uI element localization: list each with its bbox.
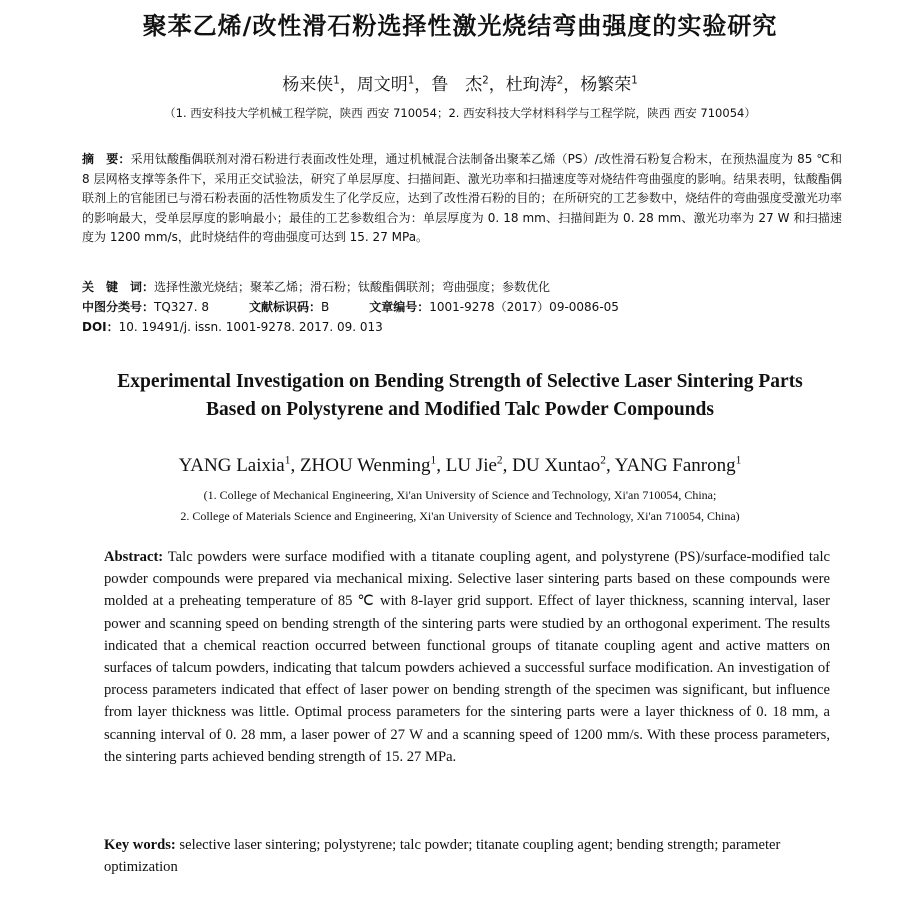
doi-label: DOI： xyxy=(82,320,119,334)
english-keywords xyxy=(104,834,830,878)
document-code-label: 文献标识码： xyxy=(248,300,321,314)
english-title-line-1: Experimental Investigation on Bending Strength of Selective Laser Sintering Parts xyxy=(117,371,803,392)
author-cn: 杨繁荣$^1$ xyxy=(580,75,638,95)
doi-value: 10. 19491/j. issn. 1001-9278. 2017. 09. 013 xyxy=(118,320,383,334)
chinese-title: 聚苯乙烯/改性滑石粉选择性激光烧结弯曲强度的实验研究 xyxy=(142,12,778,40)
author-en: YANG Laixia$^1$ xyxy=(178,454,291,476)
author-en: YANG Fanrong$^1$ xyxy=(614,454,742,476)
author-en: ZHOU Wenming$^1$ xyxy=(299,454,437,476)
doi-line xyxy=(82,318,842,338)
chinese-affiliations: （1. 西安科技大学机械工程学院，陕西 西安 710054；2. 西安科技大学材料科学与工程学院，陕西 西安 710054） xyxy=(164,106,756,120)
chinese-keywords xyxy=(82,278,842,298)
document-code-value: B xyxy=(320,300,330,314)
chinese-abstract xyxy=(82,150,842,248)
author-en: LU Jie$^2$ xyxy=(445,454,503,476)
article-number-label: 文章编号： xyxy=(369,300,430,314)
english-abstract-label: Abstract: xyxy=(104,549,164,565)
chinese-keywords-text: 选择性激光烧结；聚苯乙烯；滑石粉；钛酸酯偶联剂；弯曲强度；参数优化 xyxy=(154,280,551,294)
class-number-label: 中图分类号： xyxy=(82,300,155,314)
author-en: DU Xuntao$^2$ xyxy=(512,454,606,476)
author-cn: 鲁 杰$^2$ xyxy=(431,75,489,95)
chinese-authors: 杨来侠$^1$，周文明$^1$，鲁 杰$^2$，杜珣涛$^2$，杨繁荣$^1$ xyxy=(282,75,638,95)
english-keywords-text: selective laser sintering; polystyrene; talc powder; titanate coupling agent; bending strength; parameter optimization xyxy=(104,837,781,876)
english-affiliations xyxy=(0,485,920,527)
class-number-value: TQ327. 8 xyxy=(154,300,209,314)
author-cn: 杨来侠$^1$ xyxy=(282,75,340,95)
article-number-value: 1001-9278（2017）09-0086-05 xyxy=(429,300,619,314)
english-title xyxy=(0,368,920,424)
english-keywords-label: Key words: xyxy=(104,837,176,853)
author-cn: 杜珣涛$^2$ xyxy=(505,75,564,95)
english-affiliation-line-2: 2. College of Materials Science and Engineering, Xi'an University of Science and Technology, Xi'an 710054, China) xyxy=(180,509,740,523)
chinese-keywords-label: 关 键 词： xyxy=(82,280,155,294)
english-title-line-2: Based on Polystyrene and Modified Talc Powder Compounds xyxy=(206,399,714,420)
english-authors: YANG Laixia$^1$, ZHOU Wenming$^1$, LU Jie$^2$, DU Xuntao$^2$, YANG Fanrong$^1$ xyxy=(178,454,742,476)
author-cn: 周文明$^1$ xyxy=(356,75,415,95)
classification-line xyxy=(82,298,842,318)
chinese-abstract-text: 采用钛酸酯偶联剂对滑石粉进行表面改性处理，通过机械混合法制备出聚苯乙烯（PS）/改性滑石粉复合粉末，在预热温度为 85 ℃和 8 层网格支撑等条件下，采用正交试验法，研究了单层厚度、扫描间距、激光功率和扫描速度等对烧结件弯曲强度的影响。结果表明，钛酸酯偶联剂上的官能团已与滑石粉表面的活性物质发生了化学反应，达到了改性滑石粉的目的；在所研究的工艺参数中，烧结件的弯曲强度受激光功率的影响最大，受单层厚度的影响最小；最佳的工艺参数组合为：单层厚度为 0. 18 mm、扫描间距为 0. 28 mm、激光功率为 27 W 和扫描速度为 1200 mm/s，此时烧结件的弯曲强度可达到 15. 27 MPa。 xyxy=(82,152,842,244)
chinese-abstract-label: 摘 要： xyxy=(82,152,131,166)
english-abstract-text: Talc powders were surface modified with a titanate coupling agent, and polystyrene (PS)/surface-modified talc powder compounds were prepared via mechanical mixing. Selective laser sintering parts based on these compounds were molded at a preheating temperature of 85 ℃ with 8-layer grid support. Effect of layer thickness, scanning interval, laser power and scanning speed on bending strength of the sintering parts were studied by an orthogonal experiment. The results indicated that a chemical reaction occurred between functional groups of titanate coupling agent and active matters on surfaces of talcum powders, indicating that talcum powders achieved a successful surface modification. An investigation of process parameters indicated that effect of laser power on bending strength of the specimen was significant, but influence from layer thickness was little. Optimal process parameters for the sintering parts were a layer thickness of 0. 18 mm, a scanning interval of 0. 28 mm, a laser power of 27 W and a scanning speed of 1200 mm/s. With these process parameters, the sintering parts achieved bending strength of 15. 27 MPa. xyxy=(104,549,830,765)
english-affiliation-line-1: (1. College of Mechanical Engineering, Xi'an University of Science and Technology, Xi'an 710054, China; xyxy=(203,488,717,502)
english-abstract xyxy=(104,546,830,768)
